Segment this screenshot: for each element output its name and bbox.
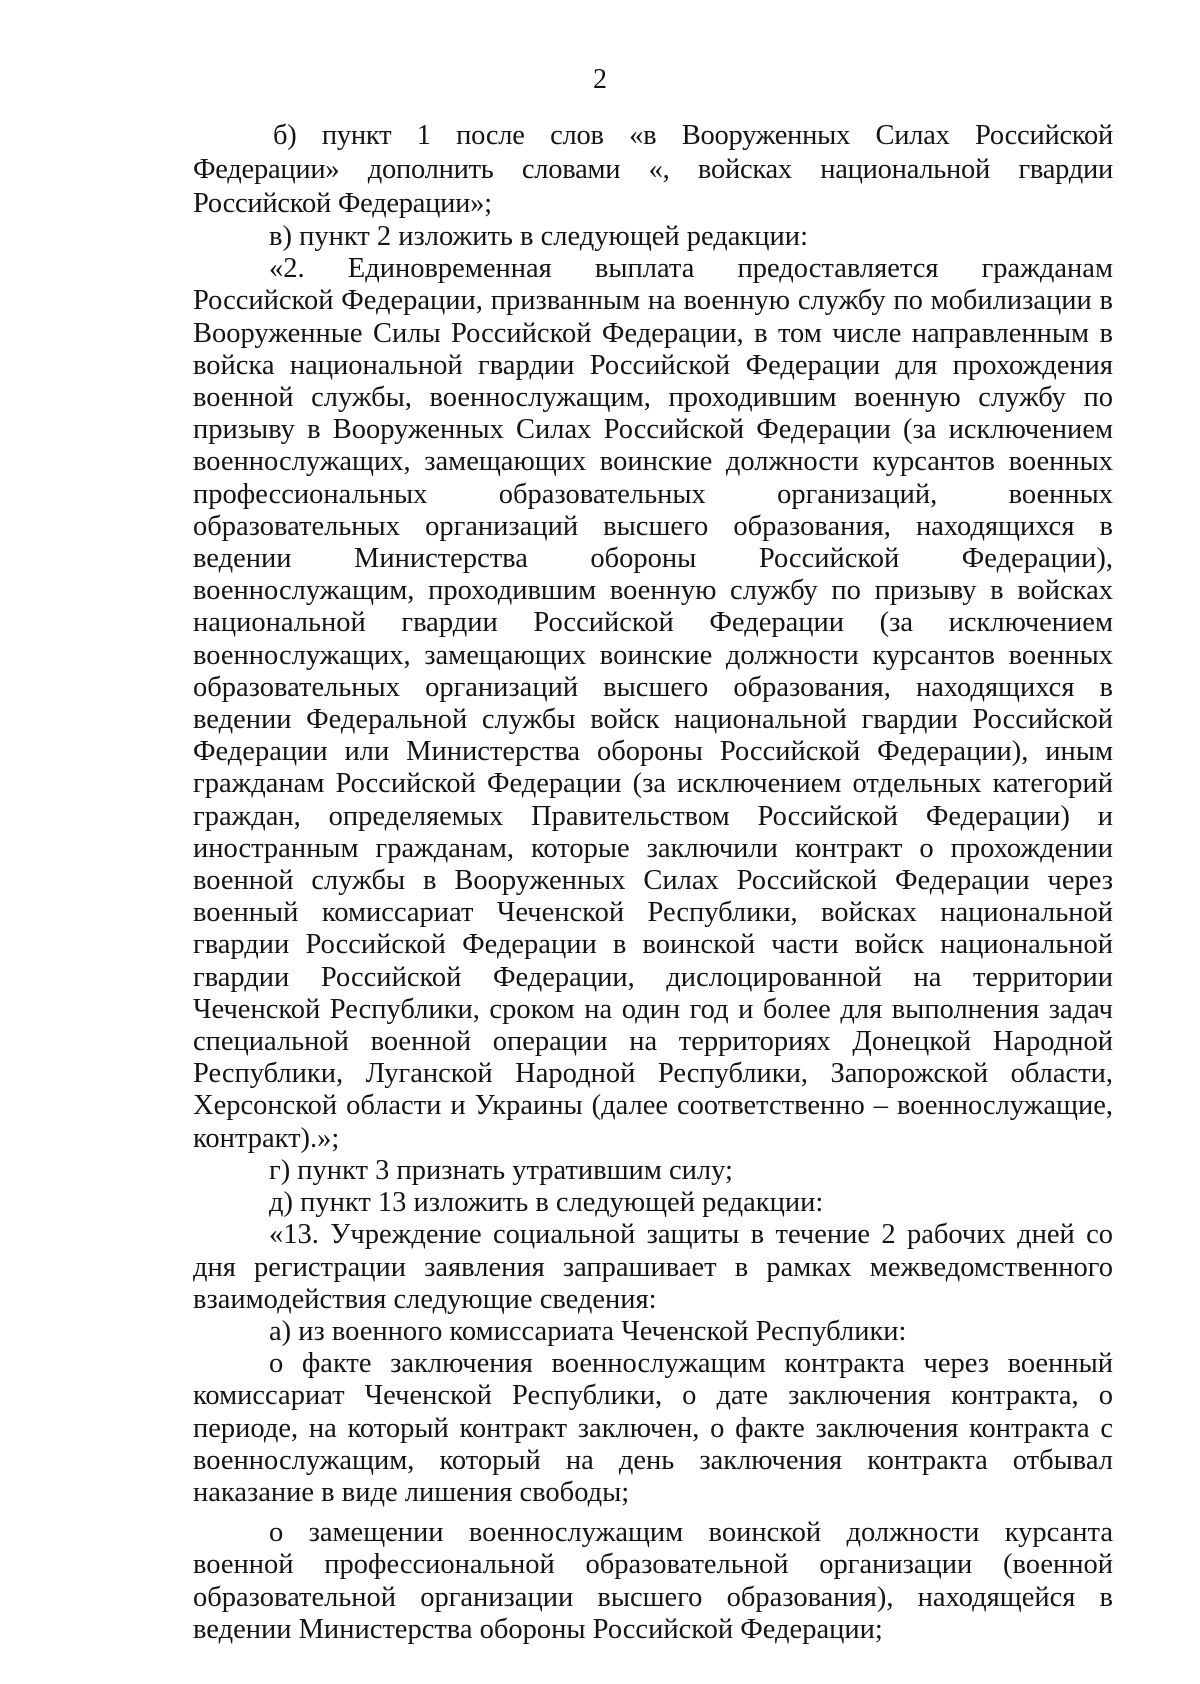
paragraph-point-13-text: «13. Учреждение социальной защиты в течение 2 рабочих дней со дня регистрации заявления запрашивает в рамках межведомственного взаимодействия следующие сведения: (193, 1219, 1113, 1315)
document-body (193, 119, 1113, 1646)
paragraph-subitem-a: а) из военного комиссариата Чеченской Республики: (269, 1315, 907, 1347)
paragraph-subitem-d: д) пункт 13 изложить в следующей редакции: (269, 1187, 824, 1219)
paragraph-cadet-position: о замещении военнослужащим воинской должности курсанта военной профессиональной образовательной организации (военной образовательной организации высшего образования), находящейся в ведении Министерства обороны Российской Федерации; (193, 1517, 1113, 1645)
paragraph-subitem-v: в) пункт 2 изложить в следующей редакции: (269, 221, 808, 252)
page-number: 2 (593, 64, 607, 95)
paragraph-contract-facts: о факте заключения военнослужащим контракта через военный комиссариат Чеченской Республики, о дате заключения контракта, о периоде, на который контракт заключен, о факте заключения контракта с военнослужащим, который на день заключения контракта отбывал наказание в виде лишения свободы; (193, 1348, 1113, 1508)
paragraph-subitem-g: г) пункт 3 признать утратившим силу; (269, 1154, 733, 1186)
paragraph-point-2-text: «2. Единовременная выплата предоставляется гражданам Российской Федерации, призванным на военную службу по мобилизации в Вооруженные Силы Российской Федерации, в том числе направленным в войска национальной гвардии Российской Федерации для прохождения военной службы, военнослужащим, проходившим военную службу по призыву в Вооруженных Силах Российской Федерации (за исключением военнослужащих, замещающих воинские должности курсантов военных профессиональных образовательных организаций, военных образовательных организаций высшего образования, находящихся в ведении Министерства обороны Российской Федерации), военнослужащим, проходившим военную службу по призыву в войсках национальной гвардии Российской Федерации (за исключением военнослужащих, замещающих воинские должности курсантов военных образовательных организаций высшего образования, находящихся в ведении Федеральной службы войск национальной гвардии Российской Федерации или Министерства обороны Российской Федерации), иным гражданам Российской Федерации (за исключением отдельных категорий граждан, определяемых Правительством Российской Федерации) и иностранным гражданам, которые заключили контракт о прохождении военной службы в Вооруженных Силах Российской Федерации через военный комиссариат Чеченской Республики, войсках национальной гвардии Российской Федерации в воинской части войск национальной гвардии Российской Федерации, дислоцированной на территории Чеченской Республики, сроком на один год и более для выполнения задач специальной военной операции на территориях Донецкой Народной Республики, Луганской Народной Республики, Запорожской области, Херсонской области и Украины (далее соответственно – военнослужащие, контракт).»; (193, 253, 1113, 1154)
paragraph-subitem-b: б) пункт 1 после слов «в Вооруженных Силах Российской Федерации» дополнить словами «, войсках национальной гвардии Российской Федерации»; (193, 120, 1113, 219)
